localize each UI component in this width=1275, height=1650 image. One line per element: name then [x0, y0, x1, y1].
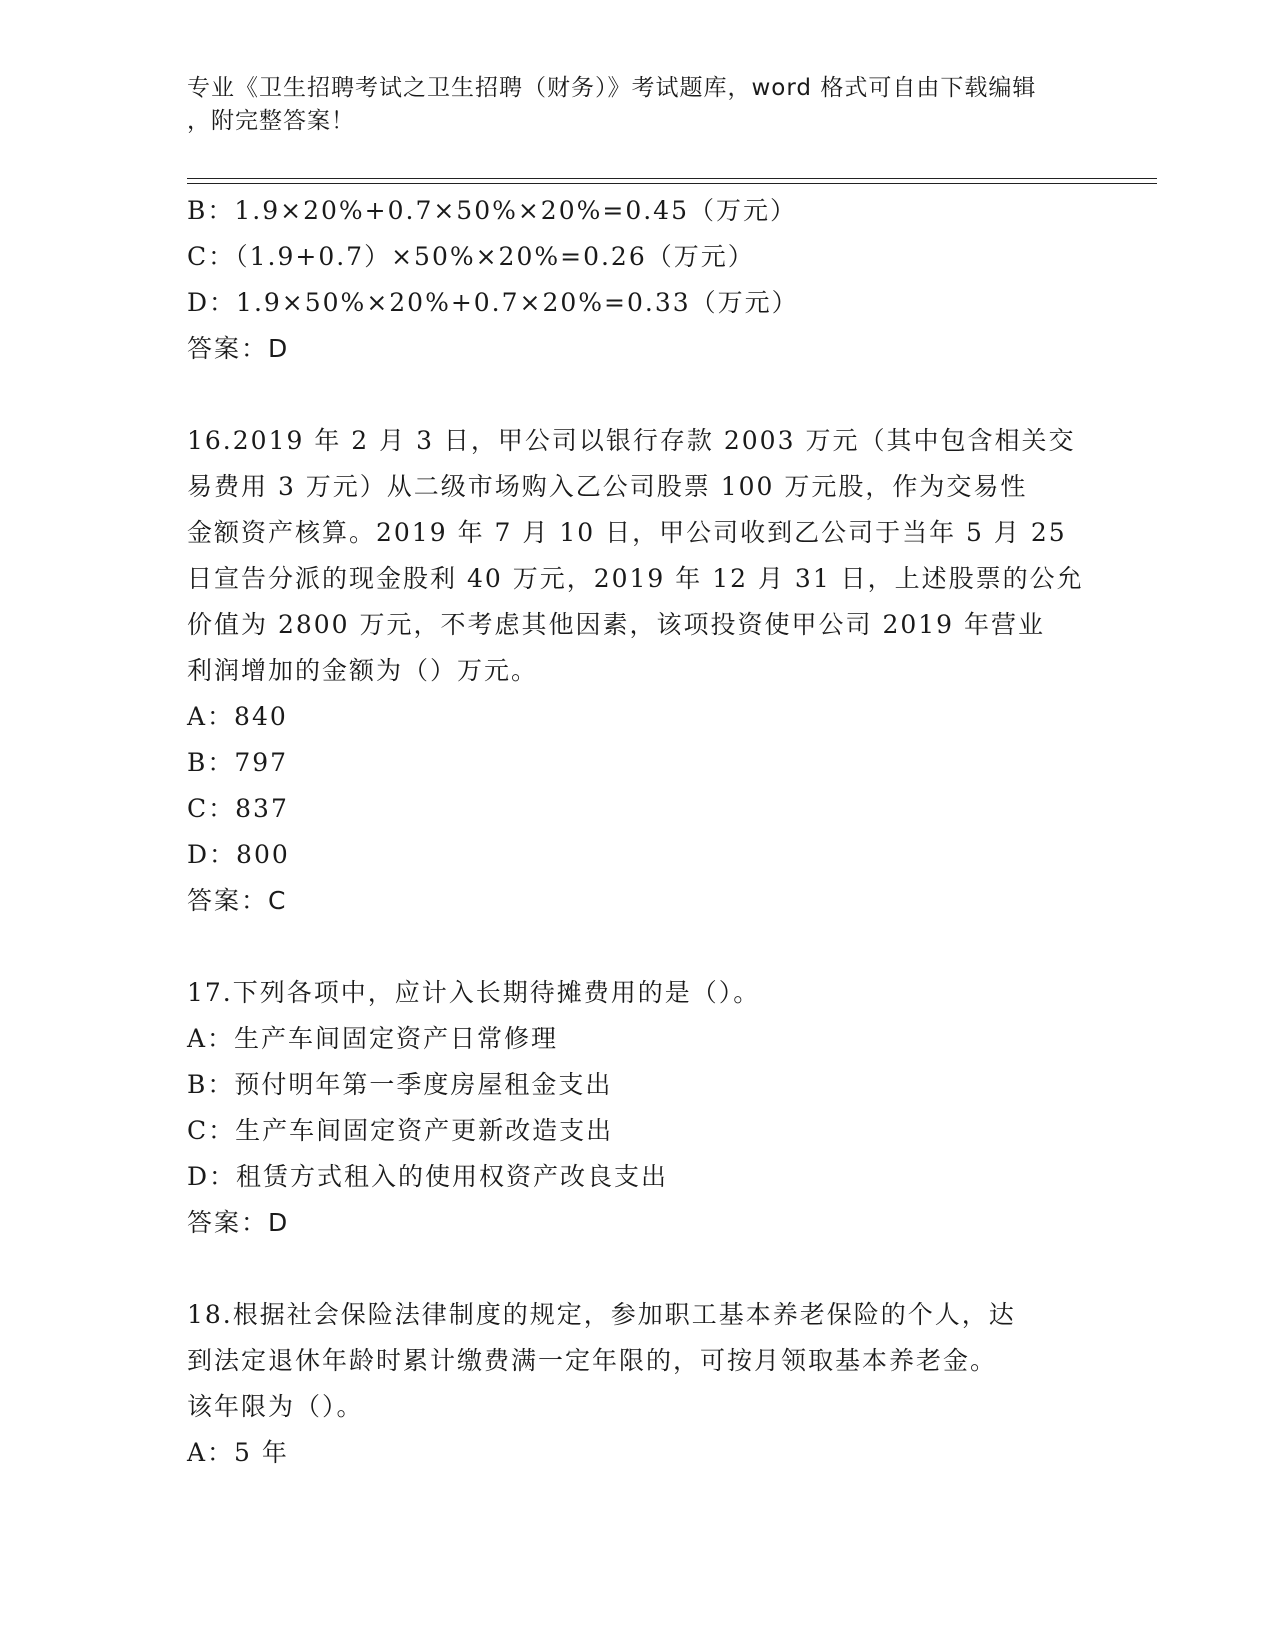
question-stem-line: 价值为 2800 万元，不考虑其他因素，该项投资使甲公司 2019 年营业: [187, 610, 1046, 639]
answer-line: 答案：D: [187, 334, 290, 363]
question-15-block: [187, 188, 1087, 372]
option-c: C：生产车间固定资产更新改造支出: [187, 1116, 614, 1145]
question-stem-line: 18.根据社会保险法律制度的规定，参加职工基本养老保险的个人，达: [187, 1300, 1016, 1329]
option-b: B：预付明年第一季度房屋租金支出: [187, 1070, 613, 1099]
question-stem-line: 该年限为（）。: [187, 1392, 364, 1421]
question-17-block: [187, 970, 1087, 1246]
question-18-block: [187, 1292, 1087, 1476]
spacer: [187, 1246, 1087, 1292]
question-stem-line: 利润增加的金额为（）万元。: [187, 656, 539, 685]
question-content: [187, 188, 1087, 1476]
question-stem-line: 日宣告分派的现金股利 40 万元，2019 年 12 月 31 日，上述股票的公允: [187, 564, 1084, 593]
header-divider-bottom: [187, 183, 1157, 184]
option-a: A：840: [187, 702, 288, 731]
option-c: C：（1.9+0.7）×50%×20%=0.26（万元）: [187, 242, 755, 271]
option-d: D：1.9×50%×20%+0.7×20%=0.33（万元）: [187, 288, 799, 317]
answer-line: 答案：D: [187, 1208, 290, 1237]
option-b: B：797: [187, 748, 289, 777]
question-stem-line: 易费用 3 万元）从二级市场购入乙公司股票 100 万元股，作为交易性: [187, 472, 1028, 501]
question-stem-line: 金额资产核算。2019 年 7 月 10 日，甲公司收到乙公司于当年 5 月 25: [187, 518, 1067, 547]
option-b: B：1.9×20%+0.7×50%×20%=0.45（万元）: [187, 196, 797, 225]
header-line-1: 专业《卫生招聘考试之卫生招聘（财务）》考试题库，word 格式可自由下载编辑: [187, 75, 1037, 101]
answer-line: 答案：C: [187, 886, 288, 915]
option-a: A：5 年: [187, 1438, 289, 1467]
spacer: [187, 372, 1087, 418]
question-stem-line: 到法定退休年龄时累计缴费满一定年限的，可按月领取基本养老金。: [187, 1346, 998, 1375]
spacer: [187, 924, 1087, 970]
option-d: D：800: [187, 840, 290, 869]
question-stem-line: 16.2019 年 2 月 3 日，甲公司以银行存款 2003 万元（其中包含相关交: [187, 426, 1076, 455]
option-a: A：生产车间固定资产日常修理: [187, 1024, 559, 1053]
document-header: [187, 72, 1087, 138]
question-stem-line: 17.下列各项中，应计入长期待摊费用的是（）。: [187, 978, 761, 1007]
question-16-block: [187, 418, 1087, 924]
option-c: C：837: [187, 794, 289, 823]
header-divider-top: [187, 178, 1157, 179]
header-line-2: ，附完整答案！: [187, 108, 355, 134]
option-d: D：租赁方式租入的使用权资产改良支出: [187, 1162, 669, 1191]
